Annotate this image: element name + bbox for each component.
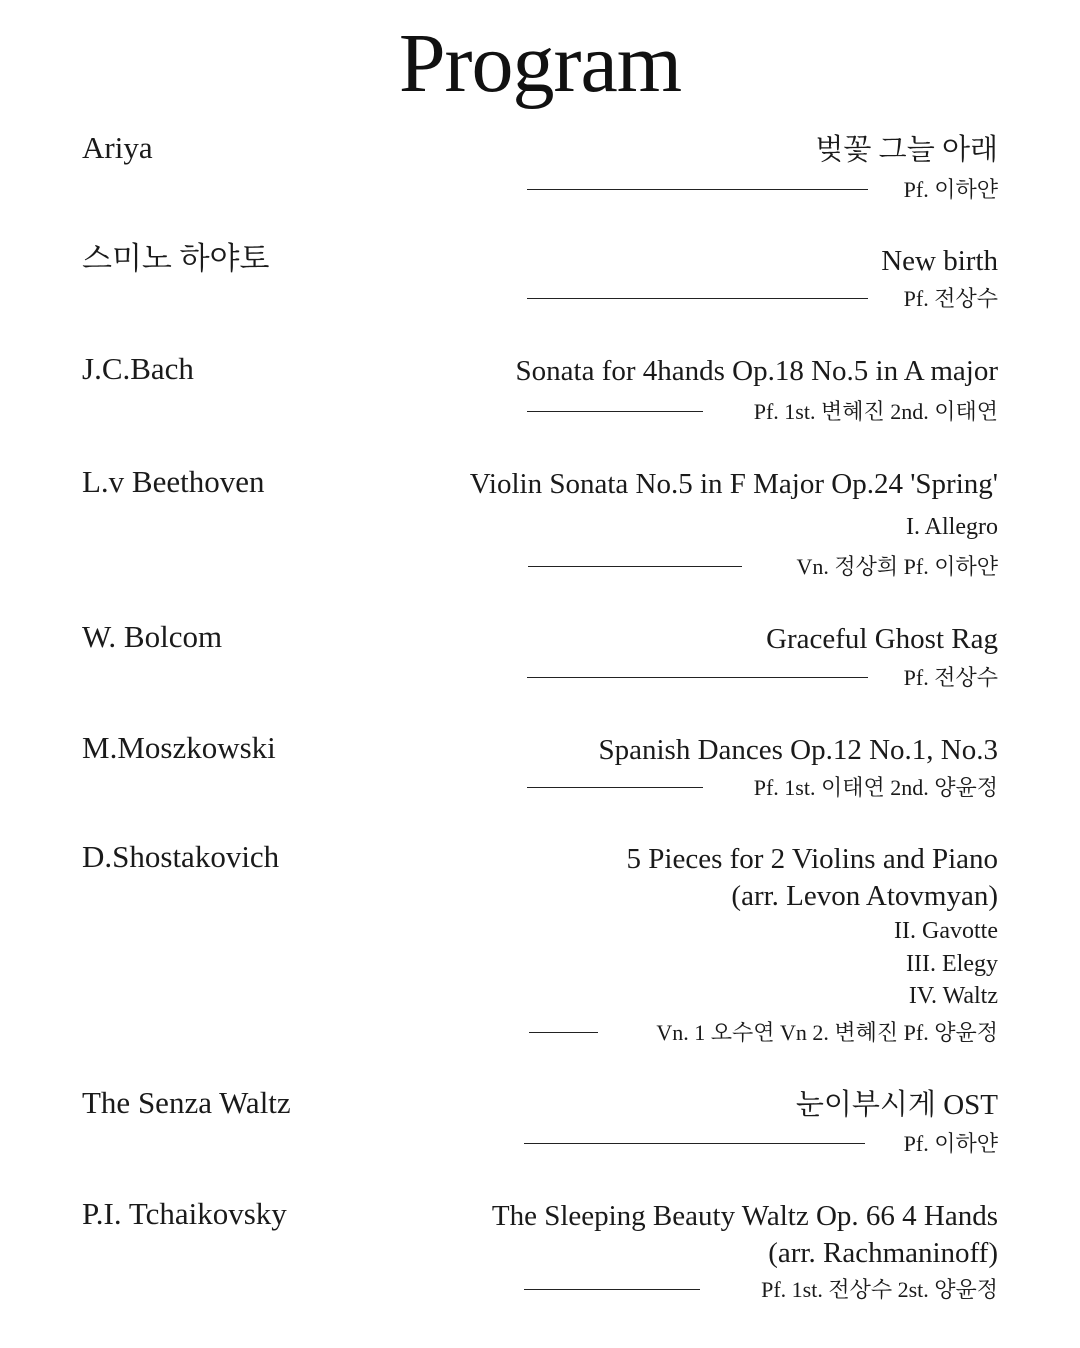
composer-name: Ariya — [82, 130, 153, 165]
work-title-line: Violin Sonata No.5 in F Major Op.24 'Spring' — [469, 468, 998, 500]
movement-item: II. Gavotte — [894, 918, 998, 944]
page-title: Program — [398, 17, 682, 110]
work-title — [492, 1198, 998, 1272]
performers: Pf. 1st. 전상수 2st. 양윤정 — [761, 1277, 998, 1302]
work-title — [796, 1087, 998, 1124]
divider-rule — [529, 1032, 598, 1033]
divider-rule — [524, 1289, 700, 1290]
work-title-line: 눈이부시게 OST — [795, 1089, 998, 1121]
work-title-line: Sonata for 4hands Op.18 No.5 in A major — [515, 355, 998, 387]
composer-name: The Senza Waltz — [82, 1085, 291, 1120]
divider-rule — [527, 787, 703, 788]
composer-name: L.v Beethoven — [82, 464, 265, 499]
movement-list — [894, 915, 998, 1013]
work-title-line: (arr. Levon Atovmyan) — [731, 880, 998, 912]
composer-name: D.Shostakovich — [82, 839, 280, 874]
divider-rule — [524, 1143, 865, 1144]
work-title — [516, 353, 998, 390]
movement-item: I. Allegro — [906, 514, 998, 540]
work-title — [470, 466, 998, 503]
composer-name: W. Bolcom — [82, 619, 223, 654]
work-title-line: New birth — [881, 245, 998, 277]
performers: Pf. 이하얀 — [903, 1131, 998, 1156]
composer-name: P.I. Tchaikovsky — [82, 1196, 287, 1231]
composer-name: J.C.Bach — [82, 351, 194, 386]
performers: Pf. 전상수 — [903, 665, 998, 690]
work-title — [766, 621, 998, 658]
divider-rule — [527, 189, 868, 190]
performers: Pf. 1st. 이태연 2nd. 양윤정 — [753, 775, 998, 800]
movement-item: III. Elegy — [906, 950, 998, 977]
work-title-line: The Sleeping Beauty Waltz Op. 66 4 Hands — [491, 1200, 998, 1232]
performers: Vn. 정상희 Pf. 이하얀 — [796, 554, 998, 579]
movement-list — [906, 511, 998, 544]
divider-rule — [527, 411, 703, 412]
divider-rule — [528, 566, 742, 567]
work-title — [881, 243, 998, 280]
divider-rule — [527, 677, 868, 678]
divider-rule — [527, 298, 868, 299]
movement-item: IV. Waltz — [908, 983, 998, 1009]
work-title — [627, 841, 998, 915]
performers: Pf. 1st. 변혜진 2nd. 이태연 — [753, 399, 998, 424]
performers: Vn. 1 오수연 Vn 2. 변혜진 Pf. 양윤정 — [656, 1020, 998, 1045]
work-title — [598, 732, 998, 769]
performers: Pf. 전상수 — [903, 286, 998, 311]
composer-name: 스미노 하야토 — [82, 241, 270, 276]
work-title-line: Graceful Ghost Rag — [766, 623, 998, 655]
work-title-line: 5 Pieces for 2 Violins and Piano — [626, 843, 998, 875]
composer-name: M.Moszkowski — [82, 730, 276, 765]
performers: Pf. 이하얀 — [903, 177, 998, 202]
work-title-line: 벚꽃 그늘 아래 — [815, 134, 998, 166]
work-title-line: (arr. Rachmaninoff) — [768, 1237, 998, 1269]
work-title — [815, 132, 998, 169]
work-title-line: Spanish Dances Op.12 No.1, No.3 — [598, 734, 998, 766]
